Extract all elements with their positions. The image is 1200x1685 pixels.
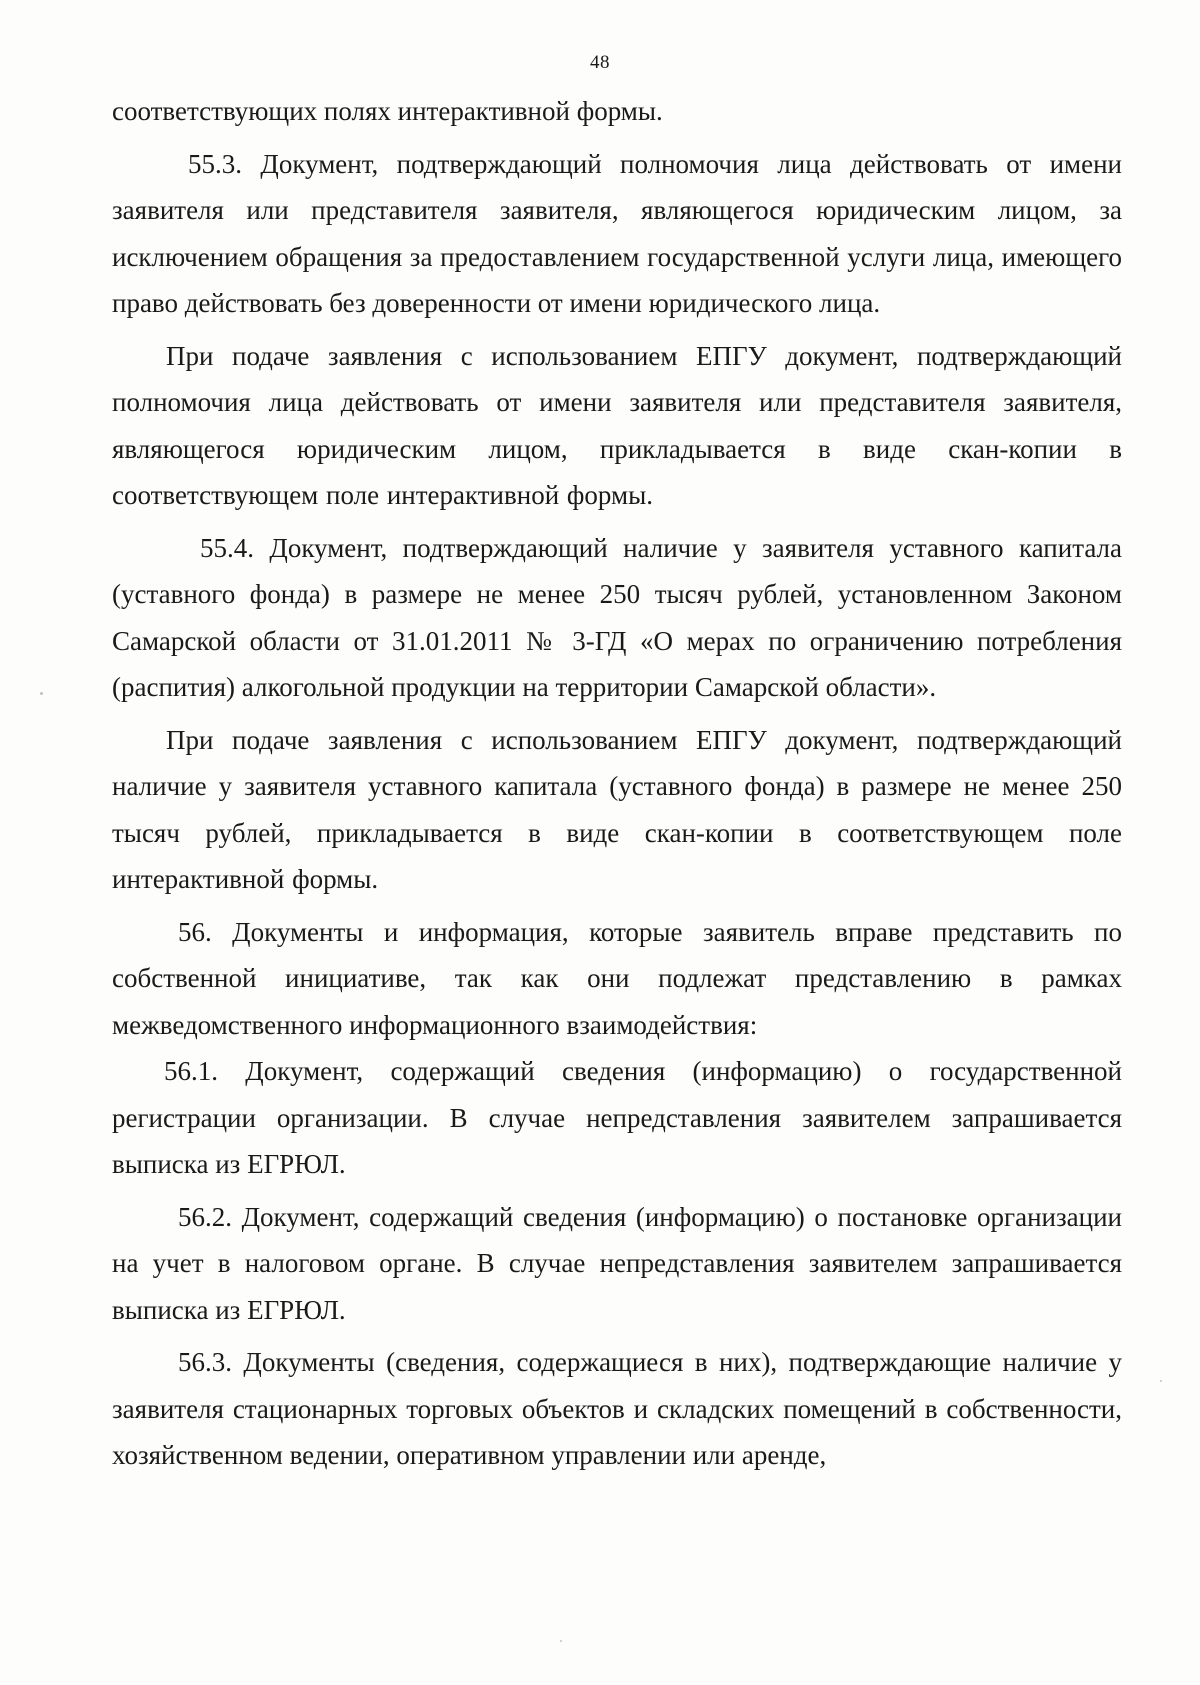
paragraph-continuation: соответствующих полях интерактивной формы. xyxy=(112,96,663,126)
paragraph-55-3-epgu: При подаче заявления с использованием ЕПГУ документ, подтверждающий полномочия лица действовать от имени заявителя или представителя заявителя, являющегося юридическим лицом, прикладывается в виде скан-копии в соответствующем поле интерактивной формы. xyxy=(112,340,1122,510)
scan-speck xyxy=(1160,1380,1162,1382)
scan-speck xyxy=(40,692,43,695)
paragraph-56: 56. Документы и информация, которые заявитель вправе представить по собственной инициативе, так как они подлежат представлению в рамках межведомственного информационного взаимодействия: xyxy=(112,916,1122,1040)
paragraph-55-4-epgu: При подаче заявления с использованием ЕПГУ документ, подтверждающий наличие у заявителя уставного капитала (уставного фонда) в размере не менее 250 тысяч рублей, прикладывается в виде скан-копии в соответствующем поле интерактивной формы. xyxy=(112,724,1122,894)
page-number: 48 xyxy=(590,52,610,73)
paragraph-55-4: 55.4. Документ, подтверждающий наличие у заявителя уставного капитала (уставного фонда) в размере не менее 250 тысяч рублей, установленном Законом Самарской области от 31.01.2011 № 3-ГД «О мерах по ограничению потребления (распития) алкогольной продукции на территории Самарской области». xyxy=(112,532,1122,702)
scan-speck xyxy=(560,1640,562,1642)
paragraph-55-3: 55.3. Документ, подтверждающий полномочия лица действовать от имени заявителя или представителя заявителя, являющегося юридическим лицом, за исключением обращения за предоставлением государственной услуги лица, имеющего право действовать без доверенности от имени юридического лица. xyxy=(112,148,1122,318)
paragraph-56-1: 56.1. Документ, содержащий сведения (информацию) о государственной регистрации организации. В случае непредставления заявителем запрашивается выписка из ЕГРЮЛ. xyxy=(112,1056,1122,1179)
paragraph-56-3: 56.3. Документы (сведения, содержащиеся в них), подтверждающие наличие у заявителя стационарных торговых объектов и складских помещений в собственности, хозяйственном ведении, оперативном управлении или аренде, xyxy=(112,1347,1122,1470)
paragraph-56-2: 56.2. Документ, содержащий сведения (информацию) о постановке организации на учет в налоговом органе. В случае непредставления заявителем запрашивается выписка из ЕГРЮЛ. xyxy=(112,1201,1122,1325)
document-body xyxy=(112,88,1122,1479)
